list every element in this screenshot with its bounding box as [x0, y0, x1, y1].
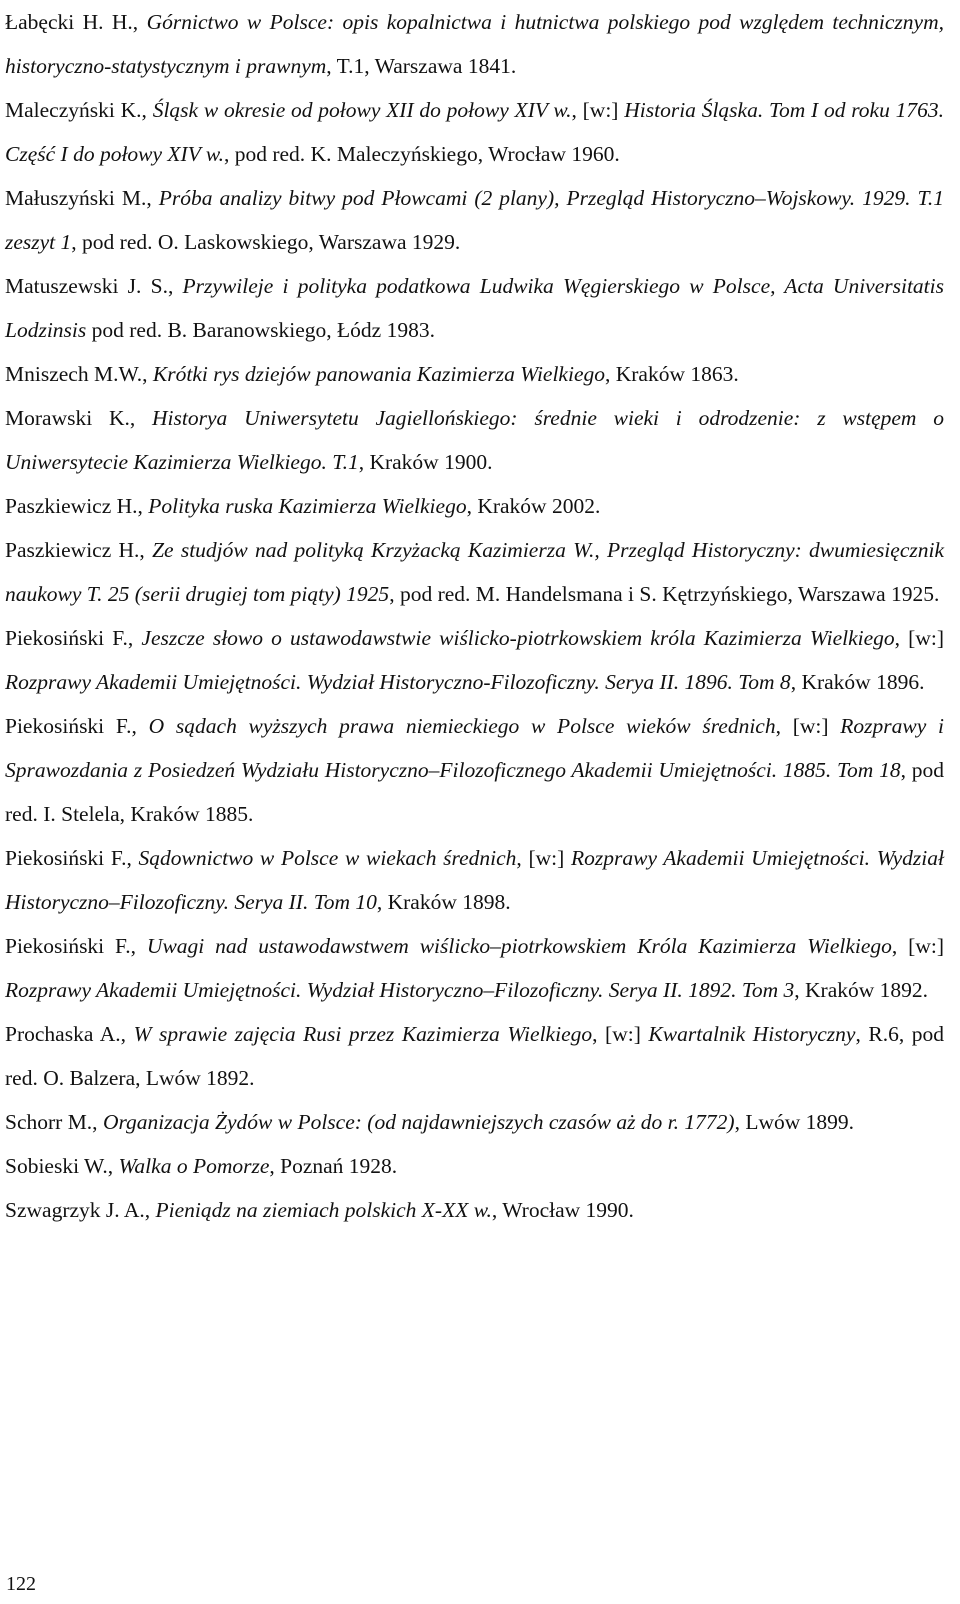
entry-details: , [w:] [891, 934, 944, 958]
entry-title: W sprawie zajęcia Rusi przez Kazimierza Wielkiego [133, 1022, 593, 1046]
page-number: 122 [6, 1573, 36, 1595]
bibliography-entry [5, 1188, 944, 1232]
entry-details: , pod red. O. Laskowskiego, Warszawa 1929. [71, 230, 461, 254]
bibliography-list [5, 0, 944, 1232]
entry-publication: , Kraków 1896. [790, 670, 925, 694]
bibliography-entry [5, 484, 944, 528]
entry-details: , Kraków 1900. [358, 450, 493, 474]
bibliography-entry [5, 616, 944, 704]
bibliography-entry [5, 704, 944, 836]
entry-author: Matuszewski J. S., [5, 274, 183, 298]
entry-details: , [w:] [571, 98, 625, 122]
entry-author: Łabęcki H. H., [5, 10, 147, 34]
entry-details: , [w:] [592, 1022, 649, 1046]
entry-title: Górnictwo w Polsce: opis kopalnictwa i hutnictwa polskiego pod względem technicznym, historyczno-statystycznym i prawnym [5, 10, 944, 78]
entry-author: Schorr M., [5, 1110, 103, 1134]
bibliography-entry [5, 1012, 944, 1100]
entry-details: , T.1, Warszawa 1841. [326, 54, 517, 78]
entry-source-title: Rozprawy Akademii Umiejętności. Wydział Historyczno–Filozoficzny. Serya II. Tom 10 [5, 846, 944, 914]
entry-author: Szwagrzyk J. A., [5, 1198, 156, 1222]
entry-title: Sądownictwo w Polsce w wiekach średnich [138, 846, 517, 870]
entry-details: , [w:] [516, 846, 571, 870]
entry-details: , [w:] [894, 626, 945, 650]
entry-author: Piekosiński F., [5, 846, 139, 870]
bibliography-entry [5, 264, 944, 352]
entry-source-title: Rozprawy Akademii Umiejętności. Wydział Historyczno–Filozoficzny. Serya II. 1892. Tom 3 [5, 978, 795, 1002]
bibliography-entry [5, 1144, 944, 1188]
entry-author: Paszkiewicz H., [5, 538, 153, 562]
entry-publication: , R.6, pod red. O. Balzera, Lwów 1892. [5, 1022, 945, 1090]
entry-publication: , pod red. I. Stelela, Kraków 1885. [5, 758, 944, 826]
entry-publication: , pod red. K. Maleczyńskiego, Wrocław 1960. [223, 142, 620, 166]
bibliography-entry [5, 1100, 944, 1144]
entry-author: Mniszech M.W., [5, 362, 153, 386]
entry-title: Przywileje i polityka podatkowa Ludwika Węgierskiego w Polsce, Acta Universitatis Lodzinsis [5, 274, 944, 342]
entry-author: Sobieski W., [5, 1154, 119, 1178]
entry-title: Historya Uniwersytetu Jagiellońskiego: średnie wieki i odrodzenie: z wstępem o Uniwersytecie Kazimierza Wielkiego. T.1 [5, 406, 944, 474]
entry-author: Małuszyński M., [5, 186, 159, 210]
entry-source-title: Historia Śląska. Tom I od roku 1763. Część I do połowy XIV w. [5, 98, 944, 166]
entry-author: Piekosiński F., [5, 626, 142, 650]
bibliography-entry [5, 528, 944, 616]
bibliography-entry [5, 0, 944, 88]
entry-source-title: Kwartalnik Historyczny [648, 1022, 856, 1046]
entry-source-title: Rozprawy i Sprawozdania z Posiedzeń Wydziału Historyczno–Filozoficznego Akademii Umiejętności. 1885. Tom 18 [5, 714, 944, 782]
entry-author: Maleczyński K., [5, 98, 153, 122]
entry-author: Morawski K., [5, 406, 153, 430]
entry-details: , [w:] [775, 714, 841, 738]
entry-title: Jeszcze słowo o ustawodawstwie wiślicko-piotrkowskiem króla Kazimierza Wielkiego [141, 626, 895, 650]
entry-author: Piekosiński F., [5, 934, 147, 958]
bibliography-entry [5, 396, 944, 484]
entry-details: pod red. B. Baranowskiego, Łódz 1983. [86, 318, 435, 342]
entry-publication: , Kraków 1892. [794, 978, 929, 1002]
entry-title: Próba analizy bitwy pod Płowcami (2 plany), Przegląd Historyczno–Wojskowy. 1929. T.1 zeszyt 1 [5, 186, 944, 254]
entry-title: O sądach wyższych prawa niemieckiego w Polsce wieków średnich [148, 714, 776, 738]
entry-author: Piekosiński F., [5, 714, 149, 738]
entry-details: , Kraków 2002. [466, 494, 601, 518]
entry-source-title: Rozprawy Akademii Umiejętności. Wydział Historyczno-Filozoficzny. Serya II. 1896. Tom 8 [5, 670, 791, 694]
entry-title: Polityka ruska Kazimierza Wielkiego [148, 494, 467, 518]
entry-details: , Lwów 1899. [734, 1110, 855, 1134]
entry-details: , Poznań 1928. [269, 1154, 398, 1178]
entry-title: Organizacja Żydów w Polsce: (od najdawniejszych czasów aż do r. 1772) [102, 1110, 735, 1134]
entry-publication: , Kraków 1898. [376, 890, 511, 914]
bibliography-entry [5, 924, 944, 1012]
entry-details: , Kraków 1863. [605, 362, 739, 386]
bibliography-entry [5, 176, 944, 264]
bibliography-entry [5, 88, 944, 176]
entry-details: , Wrocław 1990. [491, 1198, 634, 1222]
entry-author: Paszkiewicz H., [5, 494, 149, 518]
entry-author: Prochaska A., [5, 1022, 134, 1046]
entry-title: Ze studjów nad polityką Krzyżacką Kazimierza W., Przegląd Historyczny: dwumiesięcznik naukowy T. 25 (serii drugiej tom piąty) 1925 [5, 538, 945, 606]
entry-title: Śląsk w okresie od połowy XII do połowy XIV w. [152, 98, 572, 122]
entry-title: Krótki rys dziejów panowania Kazimierza Wielkiego [152, 362, 605, 386]
entry-title: Walka o Pomorze [118, 1154, 270, 1178]
bibliography-entry [5, 352, 944, 396]
entry-title: Uwagi nad ustawodawstwem wiślicko–piotrkowskiem Króla Kazimierza Wielkiego [146, 934, 892, 958]
bibliography-entry [5, 836, 944, 924]
entry-details: , pod red. M. Handelsmana i S. Kętrzyńskiego, Warszawa 1925. [389, 582, 940, 606]
entry-title: Pieniądz na ziemiach polskich X-XX w. [155, 1198, 492, 1222]
